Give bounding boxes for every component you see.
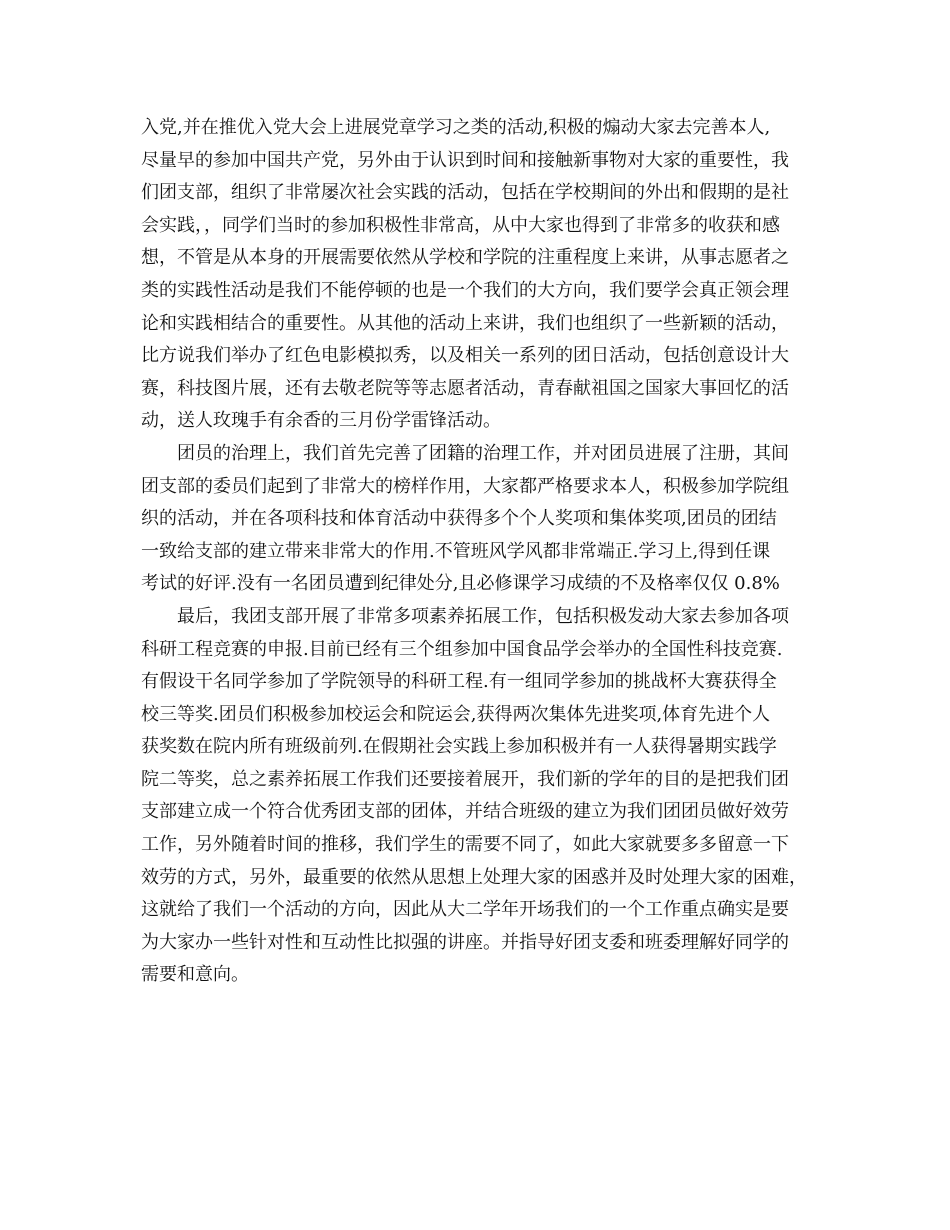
text-line: 论和实践相结合的重要性。从其他的活动上来讲，我们也组织了一些新颖的活动，: [141, 312, 789, 334]
text-line: 赛，科技图片展，还有去敬老院等等志愿者活动，青春献祖国之国家大事回忆的活: [141, 377, 789, 399]
text-line: 院二等奖，总之素养拓展工作我们还要接着展开，我们新的学年的目的是把我们团: [141, 768, 789, 790]
text-line: 比方说我们举办了红色电影模拟秀，以及相关一系列的团日活动，包括创意设计大: [141, 345, 789, 367]
text-line: 类的实践性活动是我们不能停顿的也是一个我们的大方向，我们要学会真正领会理: [141, 279, 789, 301]
paragraph-2: [141, 438, 813, 601]
text-line: 效劳的方式，另外，最重要的依然从思想上处理大家的困惑并及时处理大家的困难，: [141, 866, 807, 888]
text-line: 团员的治理上，我们首先完善了团籍的治理工作，并对团员进展了注册，其间: [141, 442, 789, 464]
text-line: 支部建立成一个符合优秀团支部的团体，并结合班级的建立为我们团团员做好效劳: [141, 801, 789, 823]
text-line: 这就给了我们一个活动的方向，因此从大二学年开场我们的一个工作重点确实是要: [141, 899, 789, 921]
text-line: 团支部的委员们起到了非常大的榜样作用，大家都严格要求本人，积极参加学院组: [141, 475, 789, 497]
paragraph-3: [141, 601, 813, 992]
text-line: 尽量早的参加中国共产党，另外由于认识到时间和接触新事物对大家的重要性，我: [141, 149, 789, 171]
text-line: 考试的好评.没有一名团员遭到纪律处分,且必修课学习成绩的不及格率仅仅 0.8%: [141, 573, 780, 595]
text-line: 为大家办一些针对性和互动性比拟强的讲座。并指导好团支委和班委理解好同学的: [141, 931, 789, 953]
text-line: 科研工程竞赛的申报.目前已经有三个组参加中国食品学会举办的全国性科技竞赛.: [141, 638, 783, 660]
text-line: 一致给支部的建立带来非常大的作用.不管班风学风都非常端正.学习上,得到任课: [141, 540, 771, 562]
text-line: 工作，另外随着时间的推移，我们学生的需要不同了，如此大家就要多多留意一下: [141, 834, 789, 856]
text-line: 会实践，，同学们当时的参加积极性非常高，从中大家也得到了非常多的收获和感: [141, 214, 780, 236]
text-line: 想，不管是从本身的开展需要依然从学校和学院的注重程度上来讲，从事志愿者之: [141, 247, 789, 269]
document-body: [141, 112, 813, 992]
text-line: 需要和意向。: [141, 964, 249, 986]
text-line: 校三等奖.团员们积极参加校运会和院运会,获得两次集体先进奖项,体育先进个人: [141, 703, 771, 725]
paragraph-1: [141, 112, 813, 438]
text-line: 获奖数在院内所有班级前列.在假期社会实践上参加积极并有一人获得暑期实践学: [141, 736, 777, 758]
text-line: 织的活动，并在各项科技和体育活动中获得多个个人奖项和集体奖项,团员的团结: [141, 508, 777, 530]
text-line: 动，送人玫瑰手有余香的三月份学雷锋活动。: [141, 410, 501, 432]
text-line: 有假设干名同学参加了学院领导的科研工程.有一组同学参加的挑战杯大赛获得全: [141, 671, 777, 693]
text-line: 入党,并在推优入党大会上进展党章学习之类的活动,积极的煽动大家去完善本人,: [141, 117, 771, 138]
text-line: 们团支部，组织了非常屡次社会实践的活动，包括在学校期间的外出和假期的是社: [141, 182, 789, 204]
text-line: 最后，我团支部开展了非常多项素养拓展工作，包括积极发动大家去参加各项: [141, 605, 789, 627]
